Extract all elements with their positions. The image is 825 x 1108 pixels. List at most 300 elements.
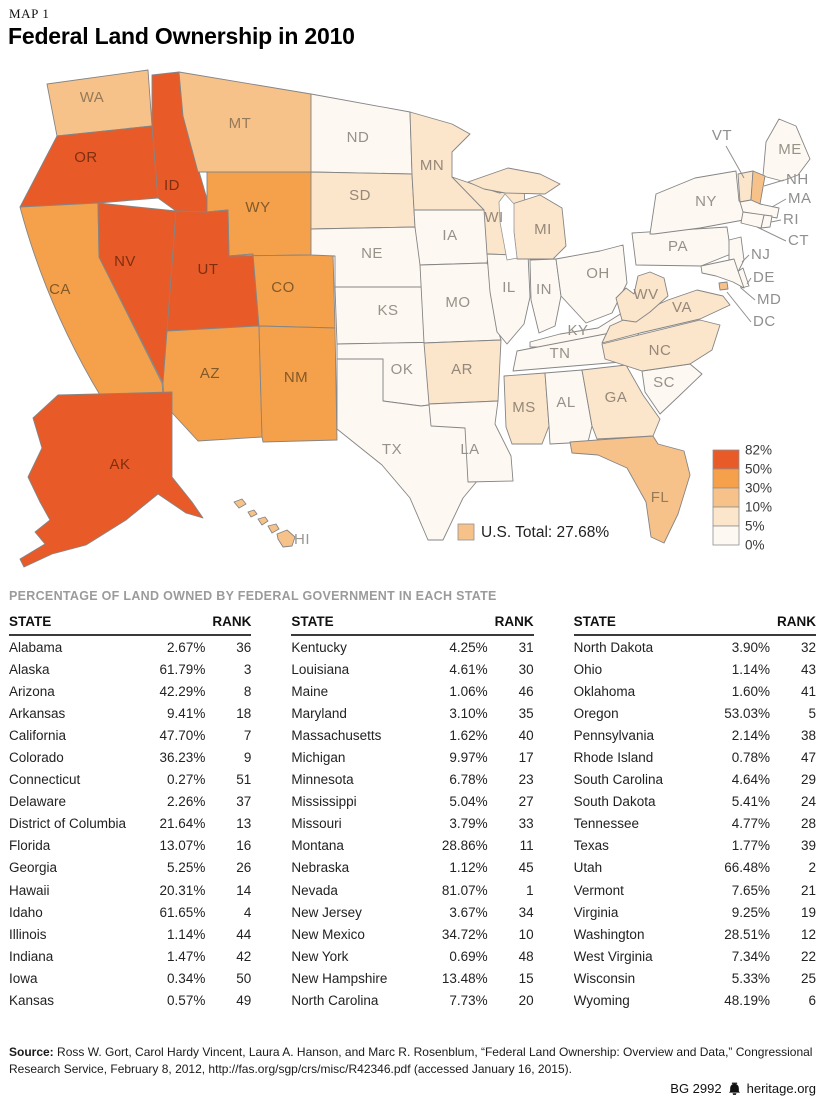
table-row [9,857,251,879]
state-name: Utah [573,860,603,876]
brand-text: heritage.org [746,1081,816,1096]
table-row [574,945,816,967]
section-title: PERCENTAGE OF LAND OWNED BY FEDERAL GOVERNMENT IN EACH STATE [9,589,497,603]
state-percent: 13.48% [441,970,488,986]
table-row [574,746,816,768]
state-rank: 39 [800,838,816,854]
state-rank: 11 [519,838,534,854]
state-rank: 4 [243,904,252,920]
state-percent: 2.14% [731,727,770,743]
legend-swatch-0 [713,450,739,469]
state-SD-label: SD [349,187,371,204]
state-NC-label: NC [648,342,672,359]
map-legend [713,443,772,553]
state-name: Tennessee [573,816,639,832]
state-name: California [9,727,67,743]
state-KY-label: KY [567,322,589,339]
table-row [291,636,533,658]
table-row [291,813,533,835]
table-column-1 [9,611,251,1012]
state-name: West Virginia [573,948,653,964]
state-rank: 17 [518,750,534,766]
state-rank: 49 [236,993,252,1009]
state-OR-shape [20,126,158,207]
state-percent: 81.07% [441,882,488,898]
table-row [574,901,816,923]
state-percent: 5.25% [167,860,206,876]
state-name: Pennsylvania [573,727,654,743]
state-AK-label: AK [109,456,131,473]
state-percent: 3.90% [731,639,770,655]
state-WV-label: WV [633,286,659,303]
table-row [291,791,533,813]
state-rank: 34 [518,904,534,920]
state-NH-leader-line [764,180,784,186]
state-HI-label: HI [294,531,310,548]
state-percent: 66.48% [724,860,770,876]
state-RI-leader-line [771,220,781,222]
state-percent: 1.77% [731,838,770,854]
state-percent: 13.07% [159,838,206,854]
state-name: Arizona [9,683,55,699]
table-row [574,813,816,835]
table-row [574,990,816,1012]
state-rank: 47 [800,750,816,766]
state-WI-label: WI [484,209,504,226]
state-name: Vermont [573,882,624,898]
state-name: Illinois [9,926,47,942]
state-rank: 14 [236,882,252,898]
state-rank: 3 [243,661,252,677]
state-rank: 6 [808,993,816,1009]
state-TN-label: TN [549,345,571,362]
state-rank: 25 [800,970,816,986]
table-row [9,879,251,901]
state-percent: 20.31% [159,882,206,898]
table-row [9,967,251,989]
table-row [9,680,251,702]
table-column-3 [574,611,816,1012]
state-name: Oregon [573,705,619,721]
state-rank: 22 [800,948,816,964]
legend-label-1: 50% [745,461,773,477]
state-name: Nevada [291,882,338,898]
state-name: Nebraska [291,860,350,876]
table-row [574,835,816,857]
state-percent: 28.51% [724,926,770,942]
state-RI-label: RI [783,211,799,228]
state-name: Iowa [9,970,38,986]
state-name: Massachusetts [291,727,382,743]
table-row [574,923,816,945]
state-percent: 0.69% [449,948,488,964]
table-row [574,702,816,724]
state-percent: 5.04% [449,794,488,810]
table-row [291,901,533,923]
state-MS-label: MS [512,399,536,416]
state-percent: 4.61% [449,661,488,677]
table-row [291,769,533,791]
state-LA-label: LA [460,441,480,458]
us-total-legend [458,524,609,541]
state-OH-label: OH [586,265,610,282]
state-CT-leader-line [757,227,786,241]
state-name: Ohio [573,661,603,677]
table-row [291,990,533,1012]
state-name: Kansas [9,993,55,1009]
state-rank: 26 [236,860,252,876]
state-name: Wyoming [573,993,630,1009]
state-name: Alabama [9,639,63,655]
state-NJ-label: NJ [751,246,771,263]
state-percent: 48.19% [724,993,770,1009]
state-percent: 53.03% [724,705,770,721]
legend-label-3: 10% [745,499,773,515]
rank-column-header: RANK [776,614,816,629]
state-percent: 5.41% [731,794,770,810]
table-row [291,967,533,989]
state-TX-label: TX [381,441,403,458]
state-rank: 43 [800,661,816,677]
state-IA-label: IA [442,227,458,244]
state-percent: 3.79% [449,816,488,832]
state-OH-shape [556,245,627,323]
state-percent: 4.25% [449,639,488,655]
state-DC-label: DC [753,313,776,330]
state-name: Hawaii [9,882,50,898]
state-percent: 7.65% [731,882,770,898]
table-header [291,611,533,636]
state-rank: 31 [518,639,534,655]
state-name: New Hampshire [291,970,388,986]
rank-column-header: RANK [212,614,252,629]
legend-label-0: 82% [745,442,773,458]
state-name: Wisconsin [573,970,636,986]
map-states [20,70,810,567]
state-rank: 36 [236,639,252,655]
state-MA-label: MA [788,190,812,207]
state-rank: 24 [800,794,816,810]
state-VA-label: VA [672,299,692,316]
table-row [9,769,251,791]
state-DC-leader-line [727,292,751,322]
state-column-header: STATE [291,614,334,629]
state-rank: 38 [800,727,816,743]
state-rank: 15 [518,970,534,986]
table-row [574,680,816,702]
state-name: Idaho [9,904,43,920]
liberty-bell-icon [727,1082,742,1096]
state-rank: 44 [236,926,252,942]
state-MD-label: MD [757,291,782,308]
state-name: Montana [291,838,344,854]
legend-label-4: 5% [745,518,765,534]
state-percent: 1.60% [731,683,770,699]
table-row [9,791,251,813]
state-NE-label: NE [361,245,383,262]
state-rank: 7 [243,727,252,743]
table-row [574,967,816,989]
state-name: Maine [291,683,329,699]
state-name: Rhode Island [573,750,654,766]
state-name: Kentucky [291,639,347,655]
state-rank: 41 [800,683,816,699]
state-percent: 2.26% [167,794,206,810]
us-total-label: U.S. Total: 27.68% [481,524,610,542]
state-FL-label: FL [650,489,670,506]
state-HI-shape [234,499,295,547]
table-row [291,835,533,857]
state-name: Alaska [9,661,50,677]
state-NM-label: NM [283,369,309,386]
table-row [291,702,533,724]
state-rank: 40 [518,727,534,743]
state-percent: 34.72% [441,926,488,942]
state-NH-shape [751,171,765,204]
state-ID-label: ID [164,177,180,194]
state-AZ-shape [163,326,262,441]
table-row [9,658,251,680]
table-row [9,813,251,835]
state-name: South Carolina [573,772,663,788]
state-rank: 19 [800,904,816,920]
state-column-header: STATE [9,614,52,629]
state-percent: 47.70% [159,727,206,743]
table-row [9,990,251,1012]
state-percent: 4.64% [731,772,770,788]
state-rank: 2 [808,860,816,876]
state-CT-shape [741,212,764,228]
rank-column-header: RANK [494,614,534,629]
state-percent: 61.65% [159,904,206,920]
state-MI-label: MI [534,221,552,238]
state-OR-label: OR [74,149,98,166]
legend-label-2: 30% [745,480,773,496]
state-name: Florida [9,838,51,854]
state-rank: 29 [800,772,816,788]
table-row [291,658,533,680]
state-AL-label: AL [556,394,576,411]
state-NY-label: NY [695,193,717,210]
table-row [291,923,533,945]
state-name: Missouri [291,816,342,832]
state-rank: 8 [243,683,252,699]
kicker: MAP 1 [9,6,50,21]
state-IL-label: IL [502,279,516,296]
table-row [9,702,251,724]
legend-swatch-1 [713,469,739,488]
state-percent: 0.57% [167,993,206,1009]
legend-swatch-3 [713,507,739,526]
state-percent: 61.79% [159,661,206,677]
state-rank: 21 [800,882,816,898]
table-row [574,658,816,680]
table-header [574,611,816,636]
state-rank: 46 [518,683,534,699]
state-IN-label: IN [536,281,552,298]
state-OK-label: OK [390,361,414,378]
state-name: Mississippi [291,794,357,810]
bg-number: BG 2992 [670,1081,722,1096]
state-percent: 1.12% [449,860,488,876]
state-rank: 10 [518,926,534,942]
state-percent: 1.47% [167,948,206,964]
state-rank: 48 [518,948,534,964]
state-percent: 9.25% [731,904,770,920]
state-rank: 16 [236,838,252,854]
state-percent: 9.41% [167,705,206,721]
state-rank: 9 [243,750,252,766]
state-percent: 9.97% [449,750,488,766]
state-percent: 1.62% [449,727,488,743]
state-percent: 0.78% [731,750,770,766]
table-row [574,791,816,813]
state-WA-label: WA [79,89,105,106]
table-row [9,923,251,945]
state-KS-label: KS [377,302,399,319]
table-row [9,724,251,746]
table-row [291,680,533,702]
state-rank: 33 [518,816,534,832]
state-name: Colorado [9,750,64,766]
brand-line [670,1081,816,1096]
state-percent: 42.29% [159,683,206,699]
page-title: Federal Land Ownership in 2010 [8,23,355,49]
state-rank: 1 [526,882,534,898]
state-name: South Dakota [573,794,656,810]
state-MN-label: MN [419,157,445,174]
state-WY-label: WY [245,199,271,216]
state-percent: 0.34% [167,970,206,986]
legend-label-5: 0% [745,537,765,553]
table-row [9,636,251,658]
table-row [9,835,251,857]
state-CA-label: CA [49,281,71,298]
state-rank-table [9,611,816,1012]
state-percent: 3.10% [449,705,488,721]
state-ND-label: ND [346,129,370,146]
state-rank: 5 [808,705,816,721]
state-rank: 27 [518,794,534,810]
table-header [9,611,251,636]
state-MD-leader-line [741,288,755,300]
legend-swatch-4 [713,526,739,545]
state-column-header: STATE [573,614,616,629]
table-row [9,901,251,923]
table-row [291,857,533,879]
source-text: Ross W. Gort, Carol Hardy Vincent, Laura A. Hanson, and Marc R. Rosenblum, “Federal Land Ownership: Overview and Data,” Congressional Research Service, February 8, 2012, http://fas.org/sgp/crs/misc/R42346.pdf (accessed January 16, 2015). [9,1045,813,1076]
state-name: North Dakota [573,639,654,655]
state-percent: 6.78% [449,772,488,788]
table-row [291,724,533,746]
table-column-2 [291,611,533,1012]
state-percent: 0.27% [167,772,206,788]
table-row [9,945,251,967]
state-percent: 1.14% [167,926,206,942]
state-name: Louisiana [291,661,350,677]
state-UT-label: UT [197,261,219,278]
state-rank: 50 [236,970,252,986]
state-NV-label: NV [114,253,136,270]
state-name: Connecticut [9,772,81,788]
state-rank: 12 [800,926,816,942]
state-AK-shape [20,392,203,567]
state-name: Maryland [291,705,347,721]
state-MO-label: MO [445,294,471,311]
state-percent: 1.14% [731,661,770,677]
state-name: Indiana [9,948,54,964]
table-row [574,636,816,658]
state-rank: 37 [236,794,252,810]
state-percent: 2.67% [167,639,206,655]
us-total-swatch [458,524,474,540]
state-percent: 4.77% [731,816,770,832]
table-row [574,724,816,746]
state-SC-label: SC [653,374,675,391]
table-row [574,769,816,791]
state-name: Arkansas [9,705,66,721]
state-name: North Carolina [291,993,379,1009]
footer-source [9,1044,815,1078]
state-rank: 20 [518,993,534,1009]
state-percent: 5.33% [731,970,770,986]
state-rank: 30 [518,661,534,677]
state-rank: 18 [236,705,252,721]
state-rank: 45 [518,860,534,876]
state-name: Georgia [9,860,58,876]
state-NH-label: NH [786,171,809,188]
state-CO-label: CO [271,279,295,296]
table-row [9,746,251,768]
state-CT-label: CT [788,232,809,249]
state-VT-label: VT [711,127,733,144]
state-PA-label: PA [668,238,688,255]
state-name: Delaware [9,794,67,810]
state-name: District of Columbia [9,816,127,832]
state-rank: 28 [800,816,816,832]
state-rank: 35 [518,705,534,721]
state-percent: 28.86% [441,838,488,854]
state-percent: 1.06% [449,683,488,699]
table-row [291,746,533,768]
state-name: New Jersey [291,904,362,920]
state-name: Oklahoma [573,683,636,699]
state-GA-label: GA [604,389,628,406]
table-row [291,945,533,967]
state-percent: 7.73% [449,993,488,1009]
us-choropleth-map [0,62,825,584]
state-name: Minnesota [291,772,354,788]
table-row [574,879,816,901]
state-MT-label: MT [228,115,252,132]
state-name: New York [291,948,349,964]
state-rank: 32 [800,639,816,655]
table-row [574,857,816,879]
state-DE-label: DE [753,269,775,286]
state-AZ-label: AZ [199,365,221,382]
state-percent: 7.34% [731,948,770,964]
state-rank: 13 [236,816,252,832]
state-rank: 51 [236,772,252,788]
source-label: Source: [9,1045,54,1059]
state-DC-shape [719,282,728,290]
state-rank: 42 [236,948,252,964]
state-name: Texas [573,838,609,854]
state-ME-label: ME [778,141,802,158]
state-percent: 3.67% [449,904,488,920]
state-percent: 36.23% [159,750,206,766]
table-row [291,879,533,901]
